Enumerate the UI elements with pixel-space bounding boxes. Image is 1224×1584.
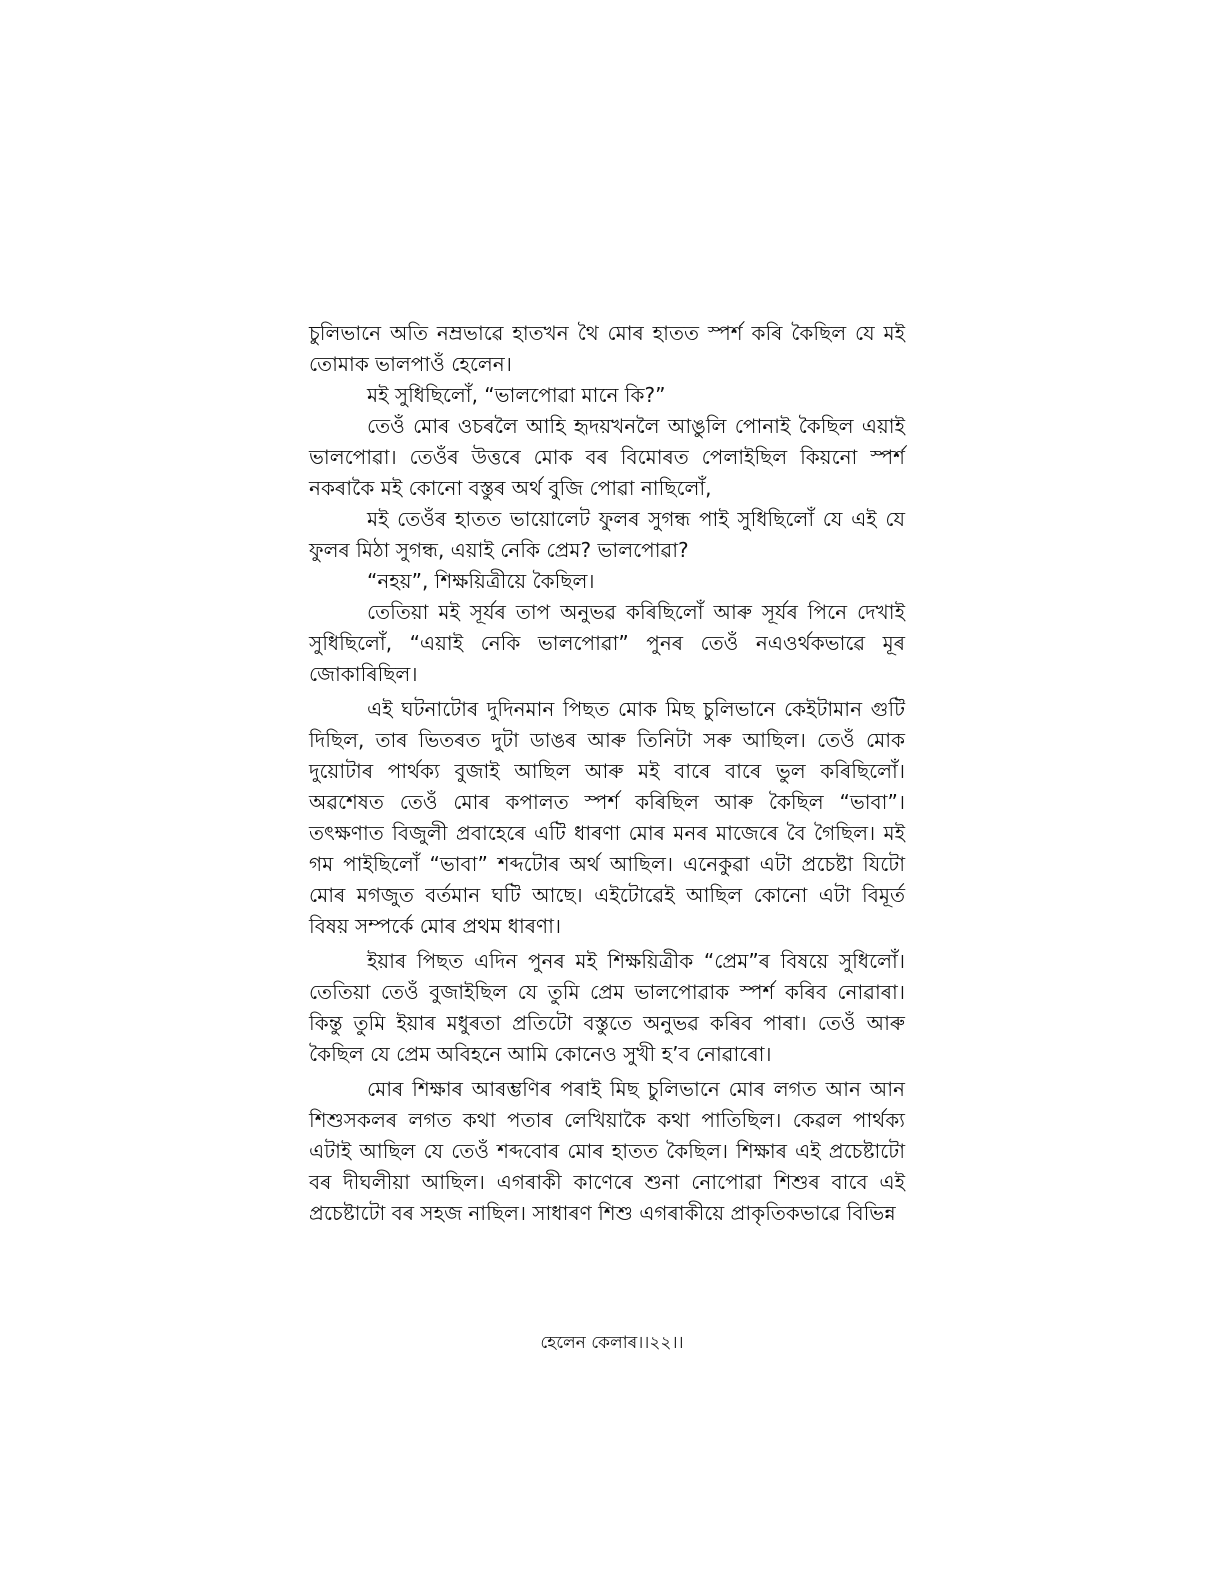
- paragraph-1: চুলিভানে অতি নম্রভাৱে হাতখন থৈ মোৰ হাতত স্পৰ্শ কৰি কৈছিল যে মই তোমাক ভালপাওঁ হেলেন।: [309, 321, 905, 376]
- paragraph-3: তেওঁ মোৰ ওচৰলৈ আহি হৃদয়খনলৈ আঙুলি পোনাই কৈছিল এয়াই ভালপোৱা। তেওঁৰ উত্তৰে মোক বৰ বিমোৰত পেলাইছিল কিয়নো স্পৰ্শ নকৰাকৈ মই কোনো বস্তুৰ অৰ্থ বুজি পোৱা নাছিলোঁ,: [309, 414, 905, 500]
- paragraph-8: ইয়াৰ পিছত এদিন পুনৰ মই শিক্ষয়িত্ৰীক “প্ৰেম”ৰ বিষয়ে সুধিলোঁ। তেতিয়া তেওঁ বুজাইছিল যে তুমি প্ৰেম ভালপোৱাক স্পৰ্শ কৰিব নোৱাৰা। কিন্তু তুমি ইয়াৰ মধুৰতা প্ৰতিটো বস্তুতে অনুভৱ কৰিব পাৰা। তেওঁ আৰু কৈছিল যে প্ৰেম অবিহনে আমি কোনেও সুখী হ’ব নোৱাৰো।: [309, 949, 905, 1066]
- paragraph-7: এই ঘটনাটোৰ দুদিনমান পিছত মোক মিছ চুলিভানে কেইটামান গুটি দিছিল, তাৰ ভিতৰত দুটা ডাঙৰ আৰু তিনিটা সৰু আছিল। তেওঁ মোক দুয়োটাৰ পাৰ্থক্য বুজাই আছিল আৰু মই বাৰে বাৰে ভুল কৰিছিলোঁ। অৱশেষত তেওঁ মোৰ কপালত স্পৰ্শ কৰিছিল আৰু কৈছিল “ভাবা”। তৎক্ষণাত বিজুলী প্ৰবাহেৰে এটি ধাৰণা মোৰ মনৰ মাজেৰে বৈ গৈছিল। মই গম পাইছিলোঁ “ভাবা” শব্দটোৰ অৰ্থ আছিল। এনেকুৱা এটা প্ৰচেষ্টা যিটো মোৰ মগজুত বৰ্তমান ঘটি আছে। এইটোৱেই আছিল কোনো এটা বিমূৰ্ত বিষয় সম্পৰ্কে মোৰ প্ৰথম ধাৰণা।: [309, 697, 905, 938]
- paragraph-2: মই সুধিছিলোঁ, “ভালপোৱা মানে কি?”: [367, 383, 666, 407]
- body-text: [309, 318, 905, 1229]
- paragraph-4: মই তেওঁৰ হাতত ভায়োলেট ফুলৰ সুগন্ধ পাই সুধিছিলোঁ যে এই যে ফুলৰ মিঠা সুগন্ধ, এয়াই নেকি প্ৰেম? ভালপোৱা?: [309, 507, 905, 562]
- page-footer: হেলেন কেলাৰ।।২২।।: [540, 1333, 684, 1353]
- paragraph-5: “নহয়”, শিক্ষয়িত্ৰীয়ে কৈছিল।: [367, 569, 595, 593]
- paragraph-6: তেতিয়া মই সূৰ্যৰ তাপ অনুভৱ কৰিছিলোঁ আৰু সূৰ্যৰ পিনে দেখাই সুধিছিলোঁ, “এয়াই নেকি ভালপোৱা” পুনৰ তেওঁ নএওৰ্থকভাৱে মূৰ জোকাৰিছিল।: [309, 600, 905, 686]
- paragraph-9: মোৰ শিক্ষাৰ আৰম্ভণিৰ পৰাই মিছ চুলিভানে মোৰ লগত আন আন শিশুসকলৰ লগত কথা পতাৰ লেখিয়াকৈ কথা পাতিছিল। কেৱল পাৰ্থক্য এটাই আছিল যে তেওঁ শব্দবোৰ মোৰ হাতত কৈছিল। শিক্ষাৰ এই প্ৰচেষ্টাটো বৰ দীঘলীয়া আছিল। এগৰাকী কাণেৰে শুনা নোপোৱা শিশুৰ বাবে এই প্ৰচেষ্টাটো বৰ সহজ নাছিল। সাধাৰণ শিশু এগৰাকীয়ে প্ৰাকৃতিকভাৱে বিভিন্ন: [309, 1077, 905, 1225]
